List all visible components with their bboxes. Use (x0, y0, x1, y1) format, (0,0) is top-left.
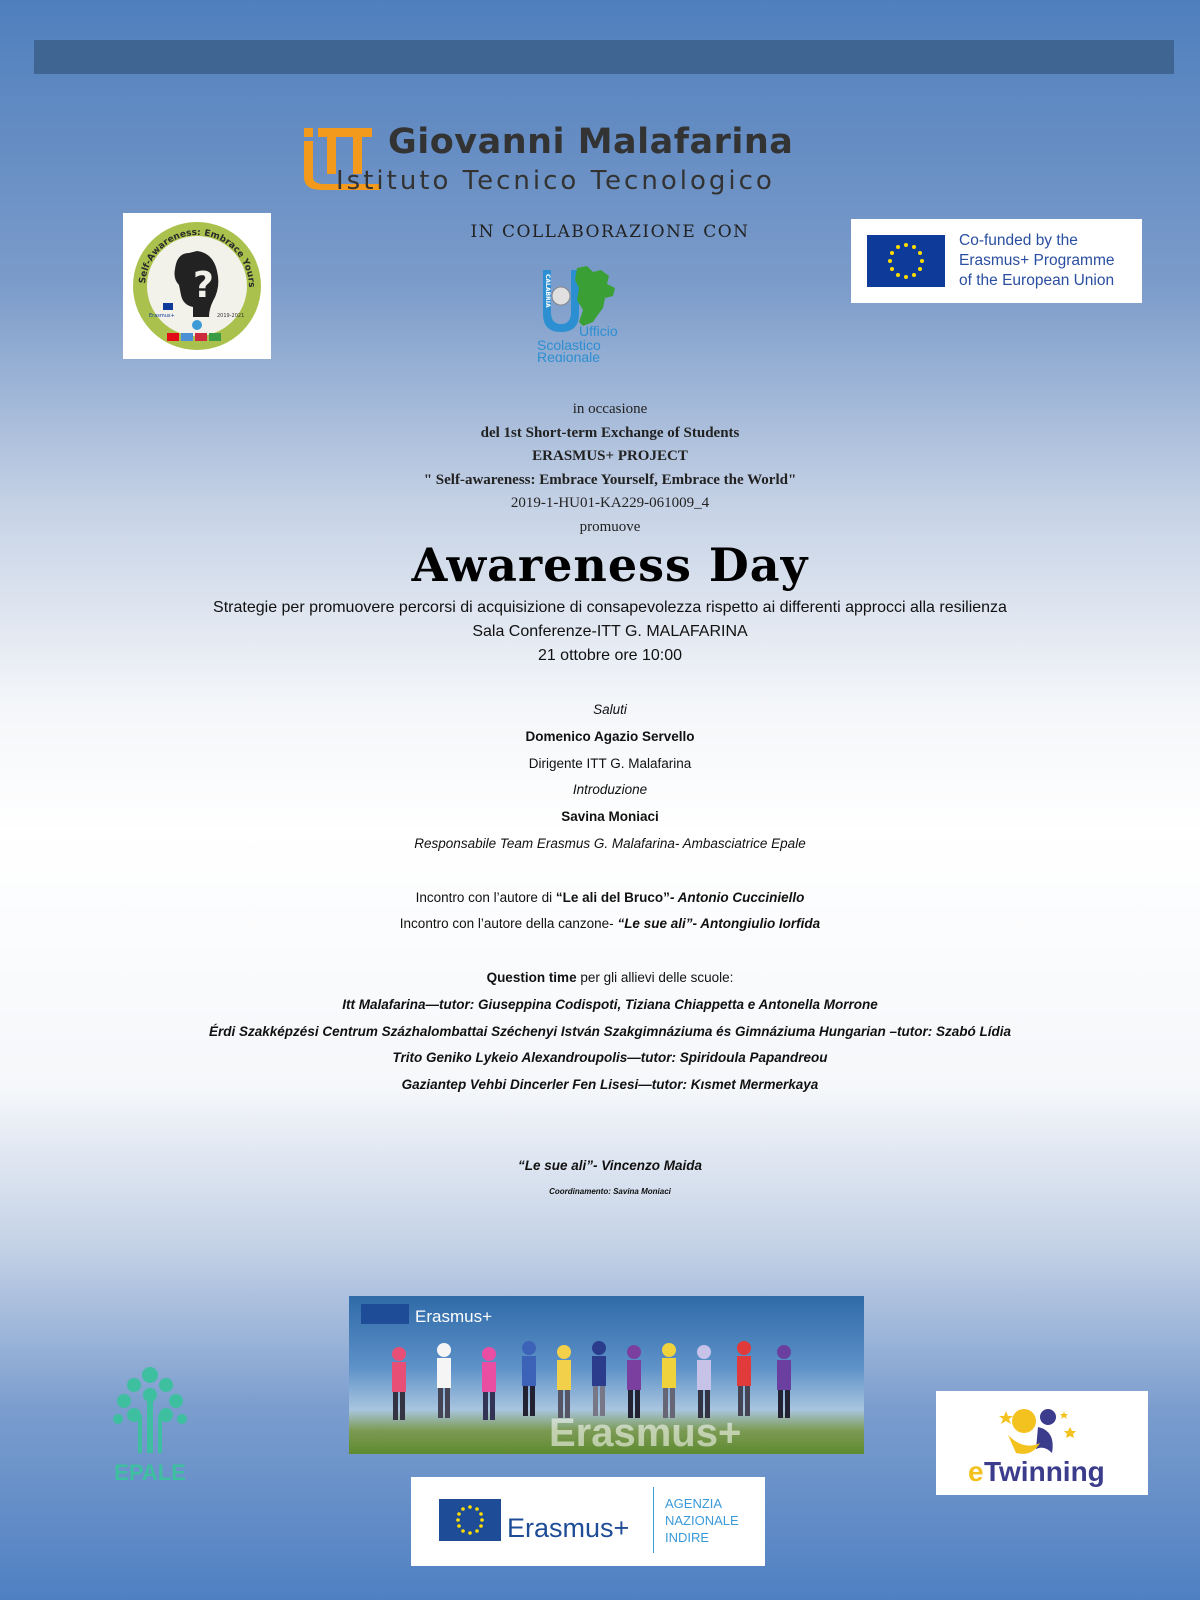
usr-line-2: Scolastico (537, 337, 601, 353)
school-name: Giovanni Malafarina (388, 122, 794, 162)
intro-line: promuove (579, 518, 641, 535)
speaker-role: Responsabile Team Erasmus G. Malafarina- Ambasciatrice Epale (414, 835, 806, 851)
collaboration-heading: IN COLLABORAZIONE CON (470, 222, 750, 242)
etwinning-logo (936, 1391, 1148, 1495)
project-code: 2019-1-HU01-KA229-061009_4 (510, 495, 710, 511)
project-seal-icon (123, 213, 271, 359)
epale-tree-icon (113, 1367, 187, 1453)
school-entry: Érdi Szakképzési Centrum Százhalombattai Széchenyi István Szakgimnáziuma és Gimnáziuma Hungarian –tutor: Szabó Lídia (209, 1023, 1011, 1039)
eu-flag-icon (867, 235, 945, 287)
question-time: Question time per gli allievi delle scuole: (486, 969, 734, 985)
svg-text:?: ? (193, 265, 214, 306)
indire-line: INDIRE (665, 1530, 710, 1545)
school-subtitle: Istituto Tecnico Tecnologico (336, 166, 775, 196)
indire-line: NAZIONALE (665, 1513, 739, 1528)
eu-cofunded-text: Co-funded by the Erasmus+ Programme of the European Union (959, 232, 1115, 289)
photo-watermark: Erasmus+ (549, 1411, 742, 1454)
eu-cofunded-logo (851, 219, 1142, 303)
seal-years-text: 2019-2021 (217, 313, 245, 319)
erasmus-students-photo (349, 1296, 864, 1454)
etwinning-figure-icon (999, 1409, 1076, 1454)
intro-line: del 1st Short-term Exchange of Students (480, 424, 740, 441)
usr-line-1: Ufficio (579, 323, 618, 339)
seal-program-text: Erasmus+ (149, 313, 175, 319)
usr-region-text: CALABRIA (544, 274, 551, 308)
author-meeting-1: Incontro con l’autore di “Le ali del Bruco”- Antonio Cucciniello (415, 889, 805, 905)
school-entry: Gaziantep Vehbi Dincerler Fen Lisesi—tutor: Kısmet Mermerkaya (401, 1077, 819, 1093)
top-banner-bar (34, 40, 1174, 74)
speaker-name: Savina Moniaci (561, 809, 659, 825)
school-logo (300, 118, 860, 200)
event-title: Awareness Day (411, 538, 809, 592)
event-venue: Sala Conferenze-ITT G. MALAFARINA (472, 623, 748, 640)
usr-logo-icon (537, 266, 627, 362)
intro-line: in occasione (572, 401, 648, 417)
epale-logo (100, 1355, 200, 1495)
indire-erasmus-text: Erasmus+ (507, 1513, 630, 1543)
intro-line: ERASMUS+ PROJECT (532, 448, 688, 464)
etwinning-e: e (968, 1456, 984, 1487)
indire-line: AGENZIA (665, 1496, 723, 1511)
project-title: " Self-awareness: Embrace Yourself, Embrace the World" (423, 471, 797, 488)
speaker-name: Domenico Agazio Servello (525, 728, 695, 744)
coordination-note: Coordinamento: Savina Moniaci (549, 1187, 671, 1197)
program-heading-introduzione: Introduzione (572, 782, 648, 798)
event-subtitle: Strategie per promuovere percorsi di acquisizione di consapevolezza rispetto ai differenti approcci alla resilienza (213, 599, 1007, 616)
program-block (150, 697, 1070, 1206)
closing-performance: “Le sue ali”- Vincenzo Maida (517, 1157, 703, 1173)
seal-motto: Self-Awareness: Embrace Yours (138, 227, 257, 288)
event-datetime: 21 ottobre ore 10:00 (537, 647, 683, 664)
epale-text: EPALE (114, 1460, 186, 1485)
author-meeting-2: Incontro con l’autore della canzone- “Le sue ali”- Antongiulio Iorfida (399, 916, 821, 932)
intro-block (300, 398, 920, 539)
speaker-role: Dirigente ITT G. Malafarina (528, 755, 692, 771)
project-seal-logo (123, 213, 271, 359)
school-entry: Trito Geniko Lykeio Alexandroupolis—tutor: Spiridoula Papandreou (392, 1050, 828, 1066)
event-details (100, 596, 1120, 668)
photo-erasmus-label: Erasmus+ (415, 1307, 492, 1326)
usr-line-3: Regionale (537, 349, 601, 362)
jumping-students-icon (392, 1341, 791, 1420)
usr-calabria-logo (537, 266, 627, 362)
erasmus-indire-logo (411, 1477, 765, 1566)
etwinning-name: Twinning (984, 1456, 1105, 1487)
school-entry: Itt Malafarina—tutor: Giuseppina Codispoti, Tiziana Chiappetta e Antonella Morrone (342, 996, 878, 1012)
program-heading-saluti: Saluti (593, 702, 627, 717)
